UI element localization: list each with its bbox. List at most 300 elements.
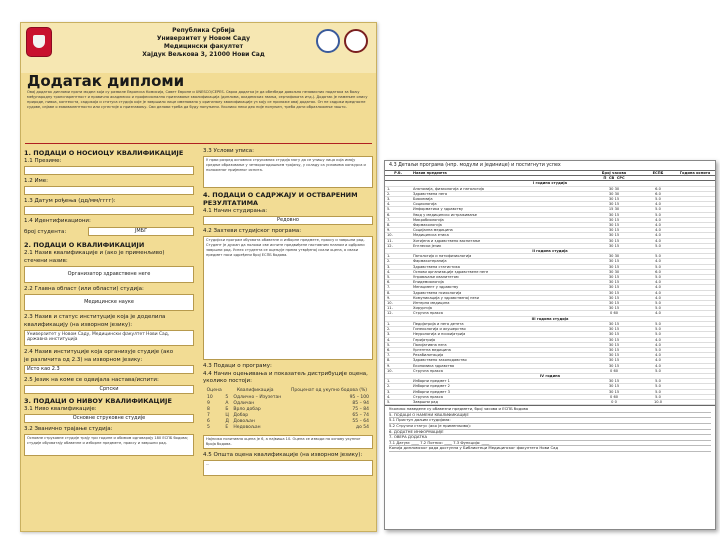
ects: 4.0 [641,337,675,342]
hours-practice: 15 [614,202,620,207]
course-name: Микробиологија [411,217,587,222]
hours-lecture: 30 [608,332,614,337]
row-number: 8. [385,223,411,228]
course-name: Изборни предмет 2 [411,384,587,389]
field-label: стечени назив: [24,258,68,264]
hours-lecture: 30 [608,358,614,363]
row-number: 3. [385,264,411,269]
hours-lecture: 30 [608,191,614,196]
field-label: 2.3 Назив и статус институције која је доделила [24,314,166,320]
hours-practice: 15 [614,358,620,363]
hours-practice: 30 [614,254,620,259]
row-number: 12. [385,311,411,316]
field-label: 1.4 Идентификациони: [24,218,91,224]
footer-line: 7.1 Датум: ____ 7.2 Потпис: ____ 7.3 Функција: ____ [389,441,711,447]
hours-practice: 15 [614,363,620,368]
field-label: 2.1 Назив квалификације и (ако је применљиво) [24,250,165,256]
ects: 4.0 [641,280,675,285]
row-number: 6. [385,347,411,352]
ects: 4.0 [641,223,675,228]
field-box: Универзитет у Новом Саду, Медицински факултет Нови Сад, државна институција [24,330,194,346]
course-name: Социологија [411,202,587,207]
hours-practice: 15 [614,353,620,358]
row-number: 9. [385,228,411,233]
ects: 4.0 [641,363,675,368]
hours-practice: 15 [614,280,620,285]
row-number: 12. [385,243,411,248]
grade-cell: 95 – 100 [349,395,369,400]
hours-practice: 15 [614,321,620,326]
column-header: Р.б. [385,171,411,176]
field-box [24,206,194,215]
field-box [24,186,194,195]
column-header: Број часова [587,171,641,176]
hours-lecture: 15 [608,207,614,212]
row-number: 3. [385,332,411,337]
hours-practice: 15 [614,197,620,202]
field-label: 2.4 Назив институције која организује студије (ако [24,349,174,355]
grade-cell: 6 [207,419,210,424]
row-number: 4. [385,202,411,207]
field-box: Српски [24,385,194,394]
right-column [203,147,373,479]
ects: 4.0 [641,285,675,290]
course-name: Информатика у здравству [411,207,587,212]
ects: 6.0 [641,269,675,274]
hours-lecture: 30 [608,379,614,384]
hours-practice: 15 [614,233,620,238]
grade-header: Проценат од укупно бодова (%) [291,388,368,393]
field-label: 4.1 Начин студирања: [203,208,268,214]
hours-practice: 15 [614,264,620,269]
field-label: 1.1 Презиме: [24,158,62,164]
hours-practice: 15 [614,217,620,222]
ects: 4.0 [641,217,675,222]
ects: 6.0 [641,186,675,191]
hours-lecture: 30 [608,321,614,326]
course-name: Анатомија, физиологија и патологија [411,186,587,191]
course-name: Енглески језик [411,243,587,248]
hours-practice: 60 [613,394,619,399]
ects: 5.0 [641,384,675,389]
grade-cell: Одлично – Изузетан [233,395,282,400]
grade-cell: 55 – 64 [352,419,369,424]
hours-lecture: 30 [608,269,614,274]
footer-line: Копија дипломског рада доступна у Библиотеци Медицинског факултета Нови Сад [389,446,711,452]
field-box: Најнижа позитивна оцена је 6, а највиша 10. Оцена се изводи на основу укупног броја бодова. [203,435,373,449]
course-name: Здравствена психологија [411,290,587,295]
header-line: Хајдук Вељкова 3, 21000 Нови Сад [142,51,265,58]
ects: 5.0 [641,379,675,384]
header [21,23,376,73]
header-line: Универзитет у Новом Саду [156,35,251,42]
hours-lecture: 30 [608,197,614,202]
grade-table [203,386,373,432]
row-number: 4. [385,394,411,399]
hours-practice: 15 [614,295,620,300]
ects: 5.0 [641,347,675,352]
course-name: Изборни предмет 1 [411,379,587,384]
field-box: Студијски програм обухвата обавезне и изборне предмете, праксу и завршни рад. Студент је дужан да положи све испите предвиђене наставним планом и одбрани завршни рад. Успех студента се оцењује према утврђеној скали оцена, а сваки предмет носи одређени број ЕСПБ бодова. [203,236,373,360]
grade-cell: 10 [207,395,213,400]
hours-lecture: 30 [608,275,614,280]
row-number: 1. [385,379,411,384]
hours-practice: 15 [614,342,620,347]
hours-practice: 15 [614,379,620,384]
hours-lecture: 30 [608,384,614,389]
course-name: Педијатрија и нега детета [411,321,587,326]
course-name: Фармакотерапија [411,259,587,264]
program-title: 4.3 Детаљи програма (нпр. модули и јединице) и постигнути успех [385,161,715,171]
course-name: Менаџмент у здравству [411,285,587,290]
program-table [385,171,715,405]
field-label: је различита од 2.3) на изворном језику: [24,357,143,363]
grade-cell: 85 – 94 [352,401,369,406]
program-rows [385,181,715,405]
hours-lecture: 30 [608,264,614,269]
column-header: Назив предмета [411,171,587,176]
grade-cell: 75 – 84 [352,407,369,412]
field-label: 2.2 Главна област (или области) студија: [24,286,144,292]
hours-lecture: 30 [608,212,614,217]
year-heading: I година студија [385,181,715,186]
course-name: Фармакологија [411,223,587,228]
course-name: Геријатрија [411,337,587,342]
hours-lecture: 30 [608,306,614,311]
grade-rows [205,395,371,431]
university-seal-icon [316,29,340,53]
field-box: Редовно [203,216,373,225]
course-name: Стручна пракса [411,394,587,399]
grade-cell: Врло добар [233,407,261,412]
hours-lecture: 30 [608,389,614,394]
diploma-supplement-page [20,22,377,532]
ects: 5.0 [641,264,675,269]
row-number: 9. [385,295,411,300]
footer-line: 5.1 Приступ даљим студијама: [389,418,711,424]
hours-practice: 15 [614,347,620,352]
row-number: 6. [385,212,411,217]
hours-lecture: 30 [608,186,614,191]
field-label: 4.2 Захтеви студијског програма: [203,228,302,234]
ects: 5.0 [641,327,675,332]
ects: 4.0 [641,233,675,238]
course-name: Интерна медицина [411,301,587,306]
hours-lecture: 30 [608,290,614,295]
field-box: ... [203,460,373,476]
footer-line: 5.2 Стручни статус (ако је применљиво): [389,424,711,430]
section-heading: 4. ПОДАЦИ О САДРЖАЈУ И ОСТВАРЕНИМ РЕЗУЛТАТИМА [203,191,358,207]
ects: 4.0 [641,259,675,264]
footer-line: 5. ПОДАЦИ О НАМЕНИ КВАЛИФИКАЦИЈЕ [389,413,711,419]
field-box: Организатор здравствене неге [24,266,194,283]
footer-line: 6. ДОДАТНЕ ИНФОРМАЦИЈЕ [389,430,711,436]
course-name: Ургентна медицина [411,347,587,352]
hours-lecture: 30 [608,337,614,342]
course-name: Увод у медицинско истраживање [411,212,587,217]
row-number: 11. [385,306,411,311]
hours-practice: 15 [614,327,620,332]
column-header: Година испита [675,171,715,176]
header-line: Медицински факултет [163,43,244,50]
intro-text: Овај додатак дипломи прати модел који су развиле Европска Комисија, Савет Европе и UNESCO/CEPES. Сврха додатка је да обезбеди довољно независних података за бољу међународну транспарентност и правично академско и професионално признавање квалификација (диплома, академских звања, сертификата итд.). Додатак је намењен опису природе, нивоа, контекста, садржаја и статуса студија које је завршило лице именовано у оригиналу квалификације уз коју се прилаже овај додатак. Он не садржи вредносне судове, изјаве о еквивалентности или сугестије о признавању. Сви делови треба да буду попуњени. Уколико неки део није попуњен, треба дати образложење зашто. [27,90,368,109]
hours-practice: 15 [614,243,620,248]
grade-cell: 7 [207,413,210,418]
row-number: 10. [385,233,411,238]
hours-practice: 30 [614,186,620,191]
field-label: 3.1 Ниво квалификације: [24,406,97,412]
row-number: 5. [385,207,411,212]
ects: 5.0 [641,306,675,311]
hours-practice: 15 [614,389,620,394]
hours-practice: 15 [614,275,620,280]
hours-practice: 60 [613,368,619,373]
hours-practice: 15 [614,337,620,342]
hours-lecture: 30 [608,259,614,264]
hours-lecture: 30 [608,363,614,368]
field-label: 1.2 Име: [24,178,48,184]
row-number: 8. [385,358,411,363]
hours-lecture: 30 [608,327,614,332]
hours-lecture: 30 [608,353,614,358]
hours-practice: 15 [614,259,620,264]
grade-cell: 5 [225,395,229,400]
ects: 5.0 [641,254,675,259]
section-heading: 2. ПОДАЦИ О КВАЛИФИКАЦИЈИ [24,241,145,249]
grade-header: Оцена [206,388,222,393]
hours-lecture: 30 [608,228,614,233]
field-box: Основне струковне студије трају три године и обимом одговарају 180 ЕСПБ бодова; студије обухватају обавезне и изборне предмете, праксу и завршни рад. [24,434,194,456]
ects: 4.0 [641,238,675,243]
hours-practice: 60 [613,311,619,316]
ects: 5.0 [641,389,675,394]
row-number: 5. [385,275,411,280]
hours-practice: 15 [614,238,620,243]
row-number: 1. [385,186,411,191]
field-label: 3.2 Званично трајање студија: [24,426,113,432]
grade-cell: Д [225,419,229,424]
course-name: Управљање квалитетом [411,275,587,280]
hours-lecture: 30 [608,301,614,306]
course-name: Гинекологија и акушерство [411,327,587,332]
hours [587,399,641,404]
grade-row [205,425,371,431]
footer-line: Уколико наведене су обавезни предмети, број часова и ЕСПБ бодова [389,407,711,413]
ects: 4.0 [641,290,675,295]
subheader-srs: СРС [616,176,625,181]
course-name: Здравствена статистика [411,264,587,269]
divider [25,143,372,144]
field-box: ЈМБГ [88,227,194,236]
course-name: Изборни предмет 3 [411,389,587,394]
field-label: број студента: [24,229,67,235]
row-number: 4. [385,269,411,274]
row-number: 2. [385,384,411,389]
hours-lecture: 30 [608,295,614,300]
row-number: 3. [385,197,411,202]
field-label: 4.5 Општа оцена квалификације (на изворном језику): [203,452,363,458]
hours-lecture: 30 [608,347,614,352]
hours-practice: 30 [614,191,620,196]
serbia-coat-of-arms-icon [26,27,52,57]
ects: 4.0 [641,358,675,363]
ects: 4.0 [641,228,675,233]
hours-lecture: 0 [609,394,613,399]
subheader-p: П [603,176,607,181]
row-number: 1. [385,321,411,326]
row-number: 10. [385,301,411,306]
hours-practice: 15 [614,306,620,311]
hours-lecture: 30 [608,202,614,207]
year-heading: III година студија [385,316,715,321]
hours-practice: 15 [614,228,620,233]
ects: 5.0 [641,321,675,326]
field-label: 1.3 Датум рођења (дд/мм/гггг): [24,198,116,204]
row-number: 5. [385,342,411,347]
ects: 4.0 [641,295,675,300]
hours-practice: 30 [614,207,620,212]
hours-lecture: 30 [608,243,614,248]
hours-practice: 15 [614,285,620,290]
hours-practice: 15 [614,332,620,337]
course-name: Биохемија [411,197,587,202]
hours-lecture: 0 [609,368,613,373]
hours-practice: 15 [614,384,620,389]
hours-lecture: 30 [608,217,614,222]
hours-lecture: 0 [611,399,614,404]
ects: 5.0 [641,197,675,202]
header-line: Република Србија [172,27,235,34]
course-name: Медицинска етика [411,233,587,238]
grade-cell: Одличан [233,401,255,406]
field-label: 2.5 Језик на коме се одвијала настава/испити: [24,377,159,383]
row-number: 5. [385,399,411,404]
course-name: Палијативна нега [411,342,587,347]
field-label: 4.3 Подаци о програму: [203,363,272,369]
course-name: Основи организације здравствене неге [411,269,587,274]
hours-practice: 15 [614,212,620,217]
course-name: Стручна пракса [411,368,587,373]
field-box: Исто као 2.3 [24,365,194,374]
row-number: 9. [385,363,411,368]
row-number: 7. [385,217,411,222]
course-name: Епидемиологија [411,280,587,285]
hours-practice: 15 [614,223,620,228]
grade-cell: 65 – 74 [352,413,369,418]
course-name: Социјална медицина [411,228,587,233]
course-name: Хигијена и здравствено васпитање [411,238,587,243]
grade-cell: до 54 [355,425,369,430]
grade-cell: 9 [207,401,210,406]
row-number: 1. [385,254,411,259]
ects: 5.0 [641,394,675,399]
grade-cell: 8 [207,407,210,412]
course-name: Рехабилитација [411,353,587,358]
ects: 5.0 [641,243,675,248]
field-label: 3.3 Услови уписа: [203,148,254,154]
section-heading: 3. ПОДАЦИ О НИВОУ КВАЛИФИКАЦИЈЕ [24,397,172,405]
course-name: Патологија и патофизиологија [411,254,587,259]
hours-lecture: 30 [608,238,614,243]
hours-practice: 15 [614,301,620,306]
course-name: Хирургија [411,306,587,311]
exam-year [675,399,715,404]
row-number: 7. [385,353,411,358]
grade-cell: Е [225,425,229,430]
field-label: 4.4 Начин оцењивања и показатељ дистрибуције оцена, уколико постоји: [203,371,368,384]
grade-header: Квалификација [236,388,274,393]
course-name: Стручна пракса [411,311,587,316]
hours-lecture: 30 [608,280,614,285]
course-name: Комуникација у здравственој нези [411,295,587,300]
grade-cell: Недовољан [233,425,261,430]
ects: 5.0 [641,368,675,373]
hours-lecture: 30 [608,233,614,238]
subheader-sv: СВ [608,176,615,181]
section-heading: 1. ПОДАЦИ О НОСИОЦУ КВАЛИФИКАЦИЈЕ [24,149,184,157]
faculty-seal-icon [344,29,368,53]
row-number: 3. [385,389,411,394]
hours-practice: 30 [614,269,620,274]
grade-cell: Ц [225,413,229,418]
hours-lecture: 30 [608,342,614,347]
footer-line: 7. ОВЕРА ДОДАТКА [389,435,711,441]
ects: 4.0 [641,202,675,207]
ects: 6.0 [641,191,675,196]
row-number: 7. [385,285,411,290]
hours-lecture: 0 [609,311,613,316]
ects: 5.0 [641,332,675,337]
hours-practice: 0 [614,399,617,404]
course-name: Здравствена нега [411,191,587,196]
hours-lecture: 30 [608,223,614,228]
ects: 5.0 [641,207,675,212]
ects: 5.0 [641,212,675,217]
hours-lecture: 30 [608,254,614,259]
hours-practice: 15 [614,290,620,295]
column-header: ЕСПБ [641,171,675,176]
row-number: 6. [385,280,411,285]
ects: 4.0 [641,342,675,347]
grade-cell: Добар [233,413,249,418]
course-name: Здравствено законодавство [411,358,587,363]
ects: 5.0 [641,275,675,280]
grade-cell: А [225,401,229,406]
field-box: Медицинске науке [24,294,194,311]
grade-cell: Б [225,407,229,412]
row-number: 2. [385,259,411,264]
page-title: Додатак дипломи [27,72,185,90]
field-box: Основне струковне студије [24,414,194,423]
row-number: 8. [385,290,411,295]
grade-cell: 5 [207,425,210,430]
program-details-page [384,160,716,530]
ects: 4.0 [641,311,675,316]
year-heading: IV година [385,373,715,378]
field-box [24,166,194,175]
ects: 4.0 [641,353,675,358]
course-name: Неурологија и психијатрија [411,332,587,337]
year-heading: II година студија [385,249,715,254]
field-label: квалификацију (на изворном језику): [24,322,133,328]
row-number: 2. [385,191,411,196]
header-lines [101,27,306,59]
row-number: 10. [385,368,411,373]
ects: 10.0 [641,399,675,404]
hours-lecture: 30 [608,285,614,290]
row-number: 4. [385,337,411,342]
row-number: 11. [385,238,411,243]
